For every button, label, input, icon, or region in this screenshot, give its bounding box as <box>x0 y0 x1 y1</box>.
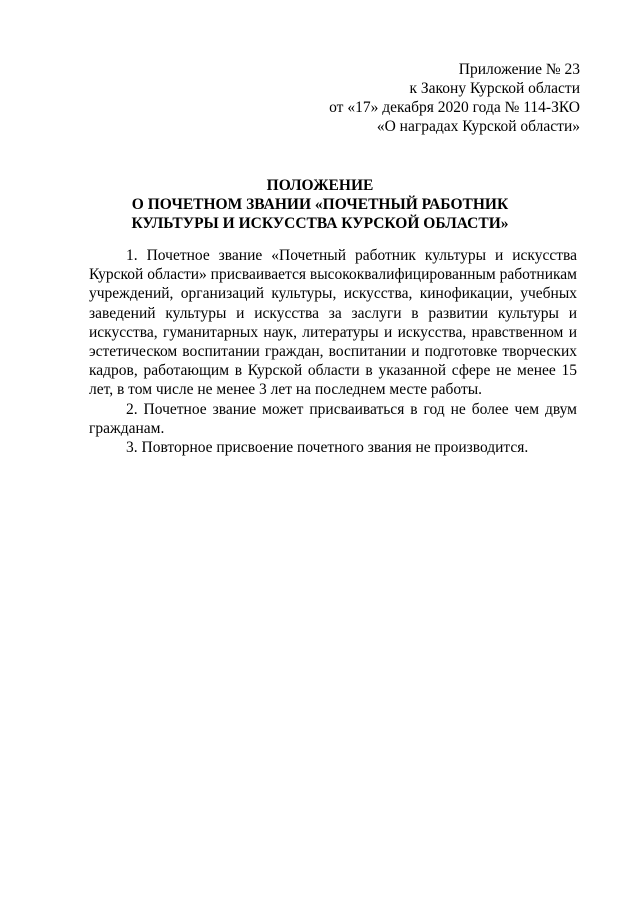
document-body <box>89 246 577 457</box>
paragraph-2: 2. Почетное звание может присваиваться в год не более чем двум гражданам. <box>89 400 577 437</box>
annex-law-title: «О наградах Курской области» <box>376 118 580 135</box>
annex-law-date: от «17» декабря 2020 года № 114-ЗКО <box>329 99 580 116</box>
paragraph-3: 3. Повторное присвоение почетного звания не производится. <box>126 439 529 457</box>
annex-header <box>329 60 580 136</box>
annex-number: Приложение № 23 <box>458 61 580 78</box>
paragraph-1: 1. Почетное звание «Почетный работник культуры и искусства Курской области» присваивается высококвалифицированным работникам учреждений, организаций культуры, искусства, кинофикации, учебных заведений культуры и искусства за заслуги в развитии культуры и искусства, гуманитарных наук, литературы и искусства, нравственном и эстетическом воспитании граждан, воспитании и подготовке творческих кадров, работающим в Курской области в указанной сфере не менее 15 лет, в том числе не менее 3 лет на последнем месте работы. <box>89 247 577 399</box>
title-line-3: КУЛЬТУРЫ И ИСКУССТВА КУРСКОЙ ОБЛАСТИ» <box>131 215 509 232</box>
title-line-1: ПОЛОЖЕНИЕ <box>266 177 374 194</box>
document-title <box>0 176 640 233</box>
annex-law-reference: к Закону Курской области <box>409 80 580 97</box>
title-line-2: О ПОЧЕТНОМ ЗВАНИИ «ПОЧЕТНЫЙ РАБОТНИК <box>131 196 509 213</box>
